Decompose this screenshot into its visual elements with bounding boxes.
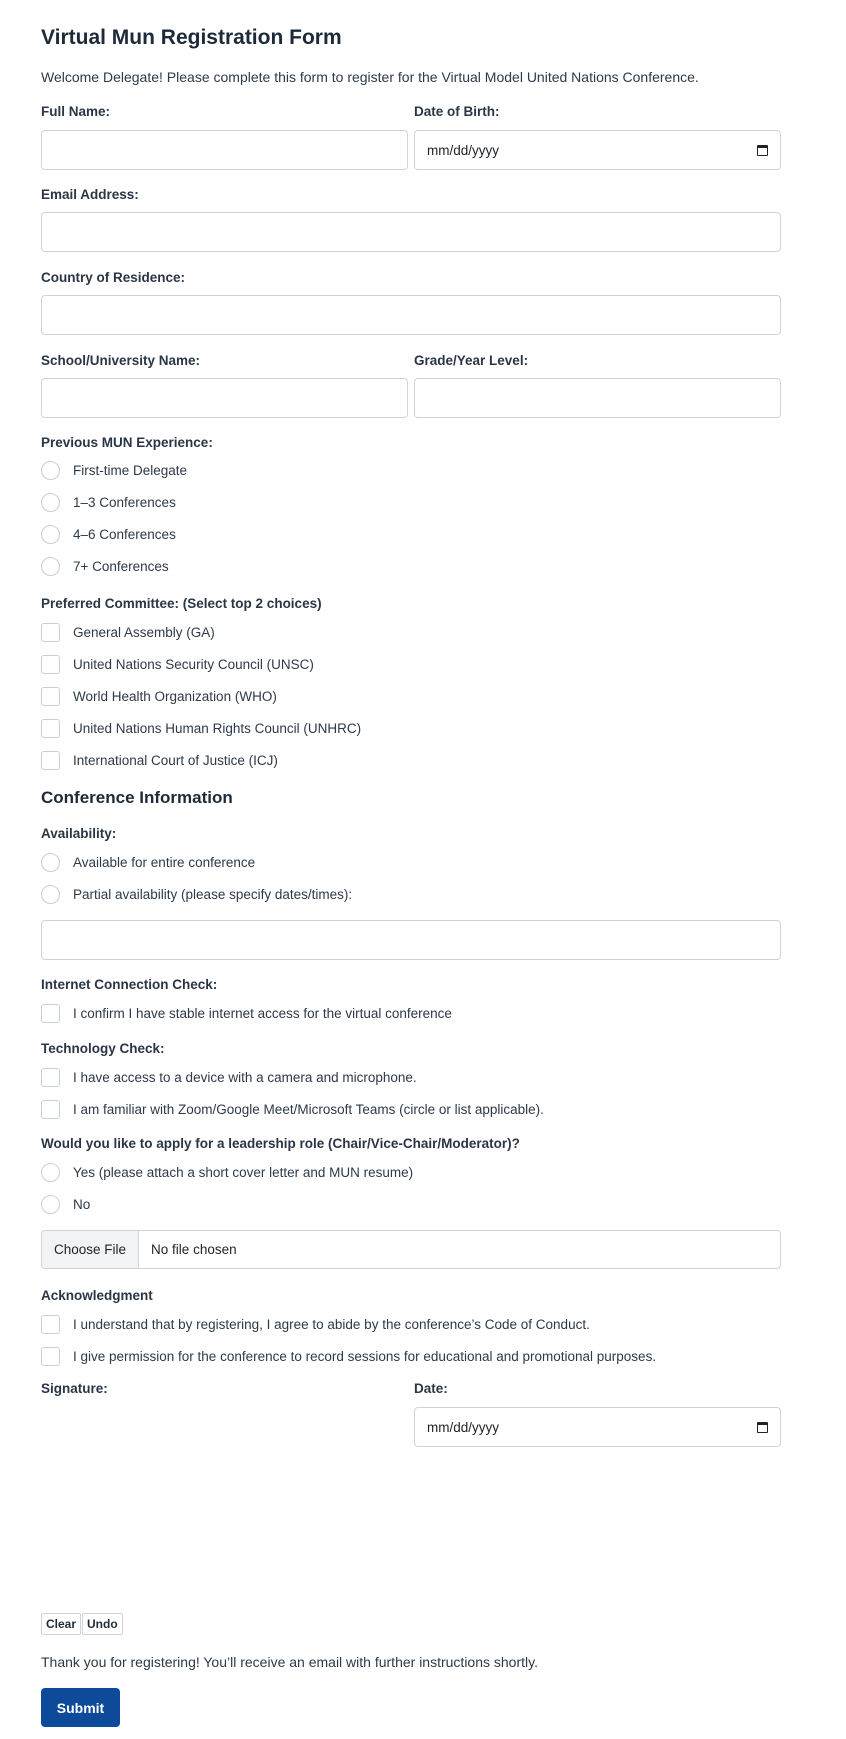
- radio-button[interactable]: [41, 853, 60, 872]
- experience-option-label: 7+ Conferences: [73, 558, 169, 574]
- intro-text: Welcome Delegate! Please complete this form to register for the Virtual Model United Nations Conference.: [41, 69, 699, 85]
- experience-label: Previous MUN Experience:: [41, 435, 213, 450]
- experience-option[interactable]: [41, 460, 187, 480]
- leadership-option-label: No: [73, 1196, 91, 1212]
- experience-option[interactable]: [41, 524, 176, 544]
- checkbox[interactable]: [41, 751, 60, 770]
- technology-option-label: I have access to a device with a camera and microphone.: [73, 1069, 417, 1085]
- dob-placeholder: mm/dd/yyyy: [427, 142, 500, 158]
- school-input[interactable]: [41, 378, 408, 418]
- checkbox[interactable]: [41, 1315, 60, 1334]
- availability-option-label: Available for entire conference: [73, 854, 256, 870]
- radio-button[interactable]: [41, 1163, 60, 1182]
- experience-option-label: 4–6 Conferences: [73, 526, 176, 542]
- checkbox[interactable]: [41, 719, 60, 738]
- technology-option[interactable]: [41, 1099, 544, 1119]
- committee-option-label: United Nations Human Rights Council (UNHRC): [73, 720, 362, 736]
- acknowledgment-option[interactable]: [41, 1346, 656, 1366]
- acknowledgment-label: Acknowledgment: [41, 1288, 153, 1303]
- grade-label: Grade/Year Level:: [414, 353, 529, 368]
- checkbox[interactable]: [41, 1347, 60, 1366]
- radio-button[interactable]: [41, 461, 60, 480]
- clear-button[interactable]: Clear: [41, 1613, 81, 1635]
- radio-button[interactable]: [41, 885, 60, 904]
- technology-option-label: I am familiar with Zoom/Google Meet/Microsoft Teams (circle or list applicable).: [73, 1101, 544, 1117]
- partial-availability-input[interactable]: [41, 920, 781, 960]
- committee-option[interactable]: [41, 718, 361, 738]
- leadership-option[interactable]: [41, 1194, 90, 1214]
- country-input[interactable]: [41, 295, 781, 335]
- dob-label: Date of Birth:: [414, 104, 500, 119]
- internet-option-label: I confirm I have stable internet access for the virtual conference: [73, 1005, 452, 1021]
- full-name-label: Full Name:: [41, 104, 111, 119]
- calendar-icon[interactable]: [757, 1422, 768, 1433]
- full-name-input[interactable]: [41, 130, 408, 170]
- grade-input[interactable]: [414, 378, 781, 418]
- radio-button[interactable]: [41, 557, 60, 576]
- technology-option[interactable]: [41, 1067, 417, 1087]
- experience-option[interactable]: [41, 556, 169, 576]
- experience-option[interactable]: [41, 492, 176, 512]
- file-upload-input[interactable]: [41, 1230, 781, 1269]
- availability-option[interactable]: [41, 884, 352, 904]
- checkbox[interactable]: [41, 687, 60, 706]
- checkbox[interactable]: [41, 655, 60, 674]
- internet-label: Internet Connection Check:: [41, 977, 218, 992]
- thanks-text: Thank you for registering! You’ll receive an email with further instructions shortly.: [41, 1654, 538, 1670]
- leadership-option[interactable]: [41, 1162, 413, 1182]
- acknowledgment-option-label: I give permission for the conference to record sessions for educational and promotional purposes.: [73, 1348, 657, 1364]
- checkbox[interactable]: [41, 1100, 60, 1119]
- email-input[interactable]: [41, 212, 781, 252]
- radio-button[interactable]: [41, 525, 60, 544]
- radio-button[interactable]: [41, 493, 60, 512]
- committee-option-label: General Assembly (GA): [73, 624, 215, 640]
- radio-button[interactable]: [41, 1195, 60, 1214]
- experience-option-label: First-time Delegate: [73, 462, 188, 478]
- checkbox[interactable]: [41, 1004, 60, 1023]
- leadership-option-label: Yes (please attach a short cover letter and MUN resume): [73, 1164, 414, 1180]
- availability-label: Availability:: [41, 826, 117, 841]
- checkbox[interactable]: [41, 1068, 60, 1087]
- availability-option[interactable]: [41, 852, 255, 872]
- experience-option-label: 1–3 Conferences: [73, 494, 176, 510]
- signature-label: Signature:: [41, 1381, 108, 1396]
- technology-label: Technology Check:: [41, 1041, 165, 1056]
- committee-option-label: World Health Organization (WHO): [73, 688, 277, 704]
- date-label: Date:: [414, 1381, 448, 1396]
- calendar-icon[interactable]: [757, 145, 768, 156]
- email-label: Email Address:: [41, 187, 139, 202]
- country-label: Country of Residence:: [41, 270, 186, 285]
- submit-button[interactable]: Submit: [41, 1688, 120, 1727]
- conference-heading: Conference Information: [41, 788, 233, 807]
- leadership-label: Would you like to apply for a leadership role (Chair/Vice-Chair/Moderator)?: [41, 1136, 520, 1151]
- committee-option[interactable]: [41, 654, 314, 674]
- choose-file-button[interactable]: Choose File: [42, 1231, 139, 1268]
- undo-button[interactable]: Undo: [82, 1613, 123, 1635]
- date-input[interactable]: [414, 1407, 781, 1447]
- date-placeholder: mm/dd/yyyy: [427, 1419, 500, 1435]
- committee-option[interactable]: [41, 750, 278, 770]
- file-status-text: No file chosen: [151, 1242, 237, 1257]
- school-label: School/University Name:: [41, 353, 201, 368]
- dob-input[interactable]: [414, 130, 781, 170]
- acknowledgment-option-label: I understand that by registering, I agree to abide by the conference’s Code of Conduct.: [73, 1316, 590, 1332]
- committee-option-label: International Court of Justice (ICJ): [73, 752, 278, 768]
- signature-pad[interactable]: [41, 1404, 408, 1604]
- acknowledgment-option[interactable]: [41, 1314, 590, 1334]
- committee-option[interactable]: [41, 622, 215, 642]
- availability-option-label: Partial availability (please specify dates/times):: [73, 886, 353, 902]
- internet-option[interactable]: [41, 1003, 452, 1023]
- committee-option[interactable]: [41, 686, 277, 706]
- committee-label: Preferred Committee: (Select top 2 choices): [41, 596, 322, 611]
- checkbox[interactable]: [41, 623, 60, 642]
- page-title: Virtual Mun Registration Form: [41, 26, 342, 49]
- committee-option-label: United Nations Security Council (UNSC): [73, 656, 314, 672]
